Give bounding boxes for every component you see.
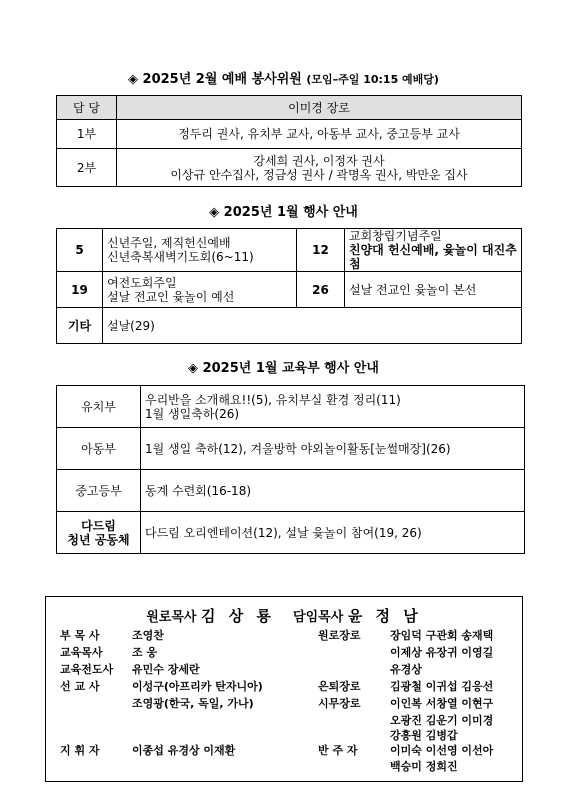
staff-left-row [60,629,164,643]
staff-names: 이제상 유장귀 이영길 [390,646,494,659]
events-row [57,229,522,272]
staff-names: 백승미 정희진 [390,760,458,773]
staff-left-row [60,744,235,758]
education-activities: 동계 수련회(16-18) [141,470,525,512]
education-activities: 다드림 오리엔테이션(12), 설날 윷놀이 참여(19, 26) [141,512,525,554]
event-date: 12 [297,229,345,272]
service-row-label: 1부 [57,120,117,149]
staff-names: 이미숙 이선영 이선아 [390,744,494,757]
events-title: ◈ 2025년 1월 행사 안내 [209,205,358,220]
event-desc [103,229,297,272]
education-dept [57,512,141,554]
service-row [57,149,522,187]
service-row [57,120,522,149]
staff-right-row [318,663,422,677]
staff-role: 반 주 자 [318,744,358,757]
staff-right-row [318,629,493,643]
event-desc: 설날 전교인 윷놀이 본선 [345,272,522,308]
staff-right-row [318,646,493,660]
service-row-line1: 강세희 권사, 이정자 권사 [253,153,385,168]
service-header-leader: 이미경 장로 [117,96,522,120]
staff-left-row [60,646,157,660]
staff-names: 유경상 [390,663,422,676]
staff-names: 조영찬 [132,629,164,642]
education-dept-line: 청년 공동체 [67,532,130,547]
event-desc-line: 교회창립기념주일 [349,229,442,243]
staff-role: 은퇴장로 [318,680,361,693]
staff-right-row [318,760,458,774]
staff-role: 교육전도사 [60,663,114,676]
staff-role: 선 교 사 [60,680,100,693]
event-desc-line: 신년주일, 제직헌신예배 [107,236,231,250]
event-date: 19 [57,272,103,308]
staff-role: 지 휘 자 [60,744,100,757]
service-header-row [57,96,522,120]
staff-role: 원로장로 [318,629,361,642]
education-dept: 아동부 [57,428,141,470]
service-row-names: 정두리 권사, 유치부 교사, 아동부 교사, 중고등부 교사 [117,120,522,149]
education-row [57,428,525,470]
staff-right-row [318,729,458,743]
staff-names: 강흥원 김병갑 [390,729,458,742]
education-line: 우리반을 소개해요!!(5), 유치부실 환경 정리(11) [145,392,401,407]
staff-names: 유민수 장세란 [132,663,200,676]
event-date: 26 [297,272,345,308]
events-table [56,228,522,344]
staff-left-row [60,697,254,711]
education-dept: 중고등부 [57,470,141,512]
service-title-text: ◈ 2025년 2월 예배 봉사위원 [128,72,302,87]
staff-right-row [318,697,493,711]
event-desc-line: 친양대 헌신예배, 윷놀이 대진추첨 [349,243,517,271]
event-desc-line: 신년축복새벽기도회(6~11) [107,250,254,264]
service-title-note: (모임–주일 10:15 예배당) [306,73,439,86]
service-title [0,72,567,88]
staff-names: 오광진 김운기 이미경 [390,714,494,727]
education-dept-line: 다드림 [81,518,116,533]
events-misc-value: 설날(29) [103,308,522,344]
senior-pastor-title: 담임목사 [293,610,344,625]
staff-left-row [60,663,200,677]
event-desc-line: 여전도회주일 [107,275,177,290]
elder-pastor-title: 원로목사 [146,610,197,625]
staff-names: 김광철 이귀섭 김응선 [390,680,494,693]
elder-pastor-name: 김 상 룡 [201,607,275,625]
staff-left-row [60,680,263,694]
staff-names: 이인복 서창열 이현구 [390,697,494,710]
staff-names: 조 웅 [132,646,158,659]
staff-heading [46,605,522,626]
education-activities: 1월 생일 축하(12), 겨울방학 야외놀이활동[눈썰매장](26) [141,428,525,470]
education-row [57,470,525,512]
event-desc [103,272,297,308]
service-row-names [117,149,522,187]
education-title: ◈ 2025년 1월 교육부 행사 안내 [188,361,379,376]
service-header-label: 담 당 [57,96,117,120]
education-row [57,512,525,554]
staff-box [45,596,523,782]
education-row [57,386,525,428]
senior-pastor-name: 윤 정 남 [347,607,422,625]
staff-role: 교육목사 [60,646,103,659]
staff-right-row [318,744,493,758]
education-dept: 유치부 [57,386,141,428]
staff-names: 이종섭 유경상 이재환 [132,744,236,757]
staff-right-row [318,714,493,728]
education-table [56,385,525,554]
events-misc-label: 기타 [57,308,103,344]
event-desc [345,229,522,272]
service-table [56,95,522,187]
staff-role: 시무장로 [318,697,361,710]
event-date: 5 [57,229,103,272]
staff-role: 부 목 사 [60,629,100,642]
staff-names: 이성구(아프리카 탄자니아) [132,680,263,693]
service-row-label: 2부 [57,149,117,187]
event-desc-line: 설날 전교인 윷놀이 예선 [107,289,235,304]
staff-names: 조영광(한국, 독일, 가나) [132,697,254,710]
staff-names: 장임덕 구관회 송재택 [390,629,494,642]
education-line: 1월 생일축하(26) [145,406,240,421]
events-misc-row [57,308,522,344]
education-activities [141,386,525,428]
staff-right-row [318,680,493,694]
service-row-line2: 이상규 안수집사, 정금성 권사 / 곽명옥 권사, 박만운 집사 [170,167,468,182]
events-row [57,272,522,308]
